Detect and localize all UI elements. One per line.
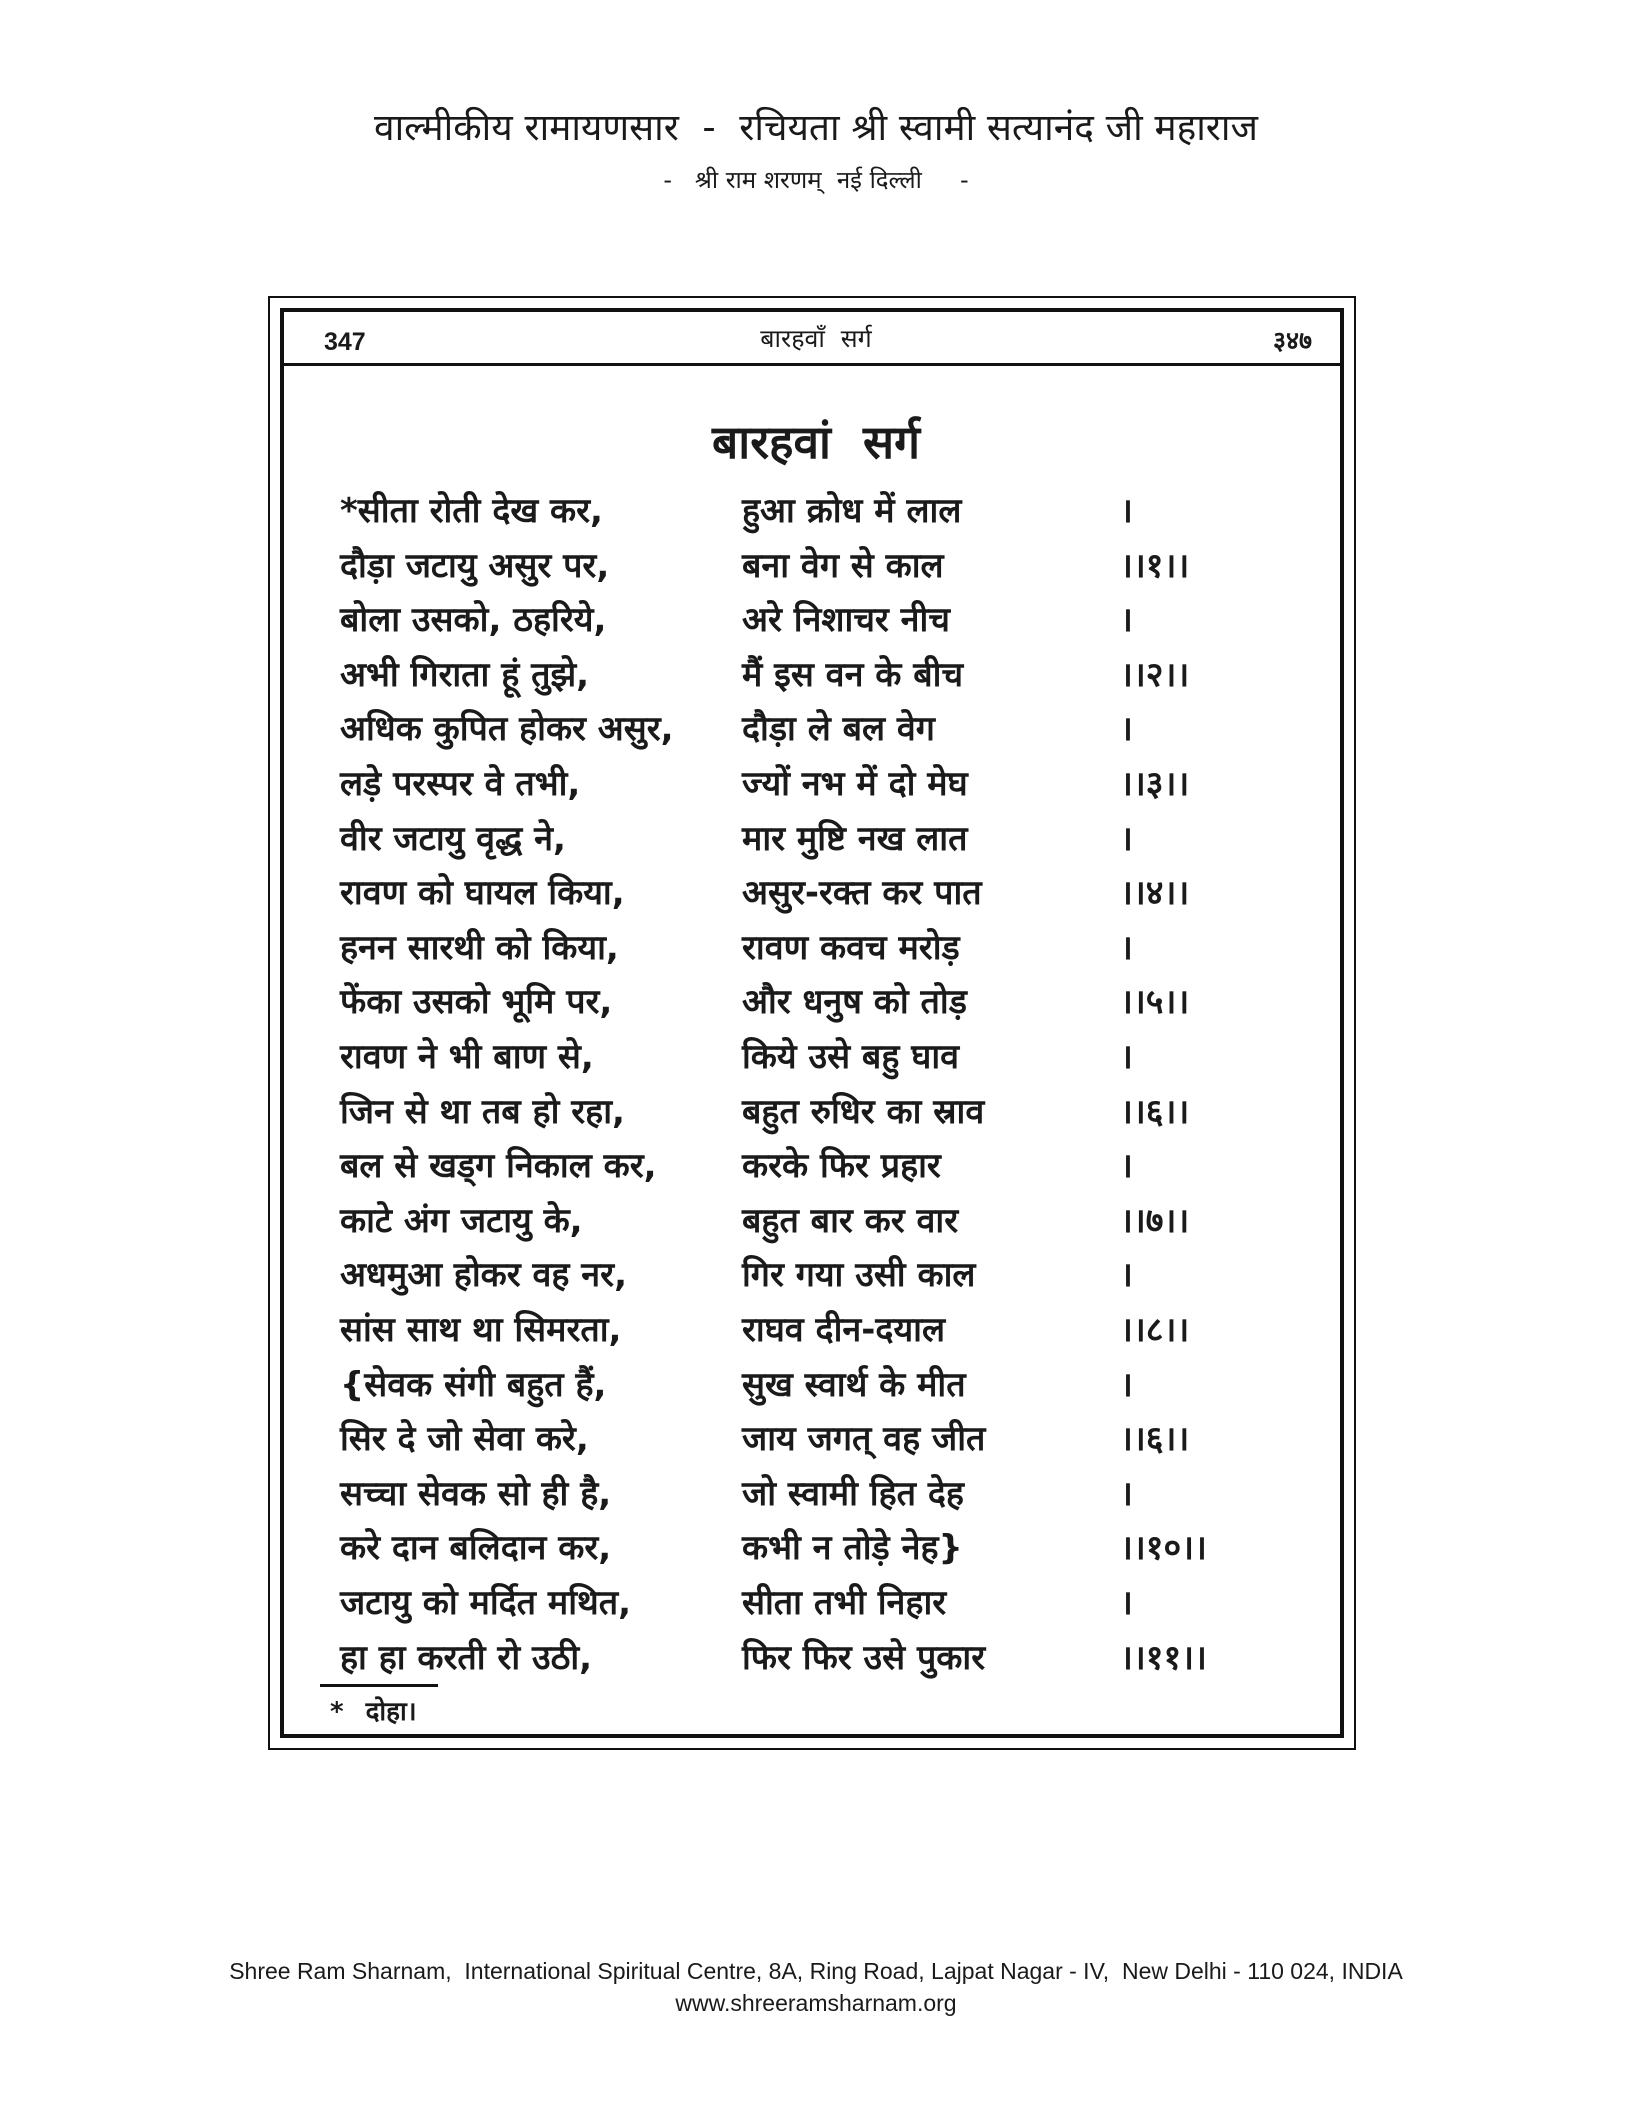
- verse-first-half: बोला उसको, ठहरिये,: [340, 600, 607, 641]
- verse-first-half: हा हा करती रो उठी,: [340, 1637, 593, 1678]
- verse-number: ।।६।।: [1120, 1091, 1190, 1132]
- verse-first-half: अधिक कुपित होकर असुर,: [340, 709, 674, 750]
- verse-first-half: वीर जटायु वृद्ध ने,: [340, 818, 566, 859]
- verse-line: [340, 702, 1300, 756]
- verse-number: ।।७।।: [1120, 1200, 1190, 1241]
- verse-number: ।।६।।: [1120, 1419, 1190, 1460]
- verse-number: ।।२।।: [1120, 654, 1190, 695]
- verse-line: [340, 1139, 1300, 1193]
- footnote-text: दोहा।: [365, 1697, 417, 1727]
- verse-number: ।: [1120, 1583, 1133, 1623]
- verse-first-half: बल से खड्ग निकाल कर,: [340, 1146, 657, 1187]
- verse-line: [340, 812, 1300, 866]
- document-subtitle: - श्री राम शरणम् नई दिल्ली -: [663, 166, 969, 194]
- footnote-rule: [320, 1684, 438, 1687]
- verse-number: ।।१।।: [1120, 545, 1190, 586]
- verse-number: ।: [1120, 1037, 1133, 1077]
- verse-first-half: जिन से था तब हो रहा,: [340, 1091, 625, 1132]
- verse-first-half: रावण को घायल किया,: [340, 873, 625, 914]
- verse-first-half: दौड़ा जटायु असुर पर,: [340, 545, 610, 586]
- verse-line: [340, 593, 1300, 647]
- verse-line: [340, 866, 1300, 920]
- verse-second-half: राघव दीन-दयाल: [742, 1310, 946, 1350]
- verse-line: [340, 484, 1300, 538]
- verse-second-half: कभी न तोड़े नेह}: [742, 1528, 963, 1569]
- verse-line: [340, 1467, 1300, 1521]
- chapter-title: बारहवां सर्ग: [712, 415, 920, 469]
- verse-line: [340, 1030, 1300, 1084]
- verse-second-half: सुख स्वार्थ के मीत: [742, 1364, 966, 1405]
- verse-second-half: करके फिर प्रहार: [742, 1146, 941, 1187]
- document-title: वाल्मीकीय रामायणसार - रचियता श्री स्वामी सत्यानंद जी महाराज: [374, 106, 1258, 149]
- verse-second-half: मैं इस वन के बीच: [742, 654, 964, 695]
- verse-line: [340, 1631, 1300, 1685]
- footer-url[interactable]: www.shreeramsharnam.org: [675, 1990, 957, 2016]
- verse-number: ।: [1120, 709, 1133, 750]
- verse-second-half: दौड़ा ले बल वेग: [742, 709, 935, 750]
- verse-line: [340, 539, 1300, 593]
- verse-second-half: असुर-रक्त कर पात: [742, 873, 982, 914]
- verse-line: [340, 1412, 1300, 1466]
- verse-line: [340, 1248, 1300, 1302]
- verse-second-half: और धनुष को तोड़: [742, 982, 967, 1023]
- verse-first-half: काटे अंग जटायु के,: [340, 1200, 583, 1241]
- verse-line: [340, 757, 1300, 811]
- verse-first-half: अभी गिराता हूं तुझे,: [340, 654, 590, 695]
- verse-line: [340, 1194, 1300, 1248]
- verse-second-half: गिर गया उसी काल: [742, 1255, 976, 1296]
- verse-second-half: मार मुष्टि नख लात: [742, 818, 968, 859]
- verse-first-half: सांस साथ था सिमरता,: [340, 1310, 622, 1350]
- verse-second-half: ज्यों नभ में दो मेघ: [742, 764, 968, 804]
- verse-second-half: अरे निशाचर नीच: [742, 600, 950, 641]
- verse-second-half: बहुत रुधिर का स्राव: [742, 1091, 985, 1132]
- verse-second-half: किये उसे बहु घाव: [742, 1037, 960, 1077]
- verse-second-half: बना वेग से काल: [742, 545, 944, 586]
- verse-number: ।: [1120, 1146, 1133, 1187]
- verse-first-half: लड़े परस्पर वे तभी,: [340, 764, 581, 804]
- verse-number: ।।४।।: [1120, 873, 1190, 914]
- verse-second-half: हुआ क्रोध में लाल: [742, 491, 962, 531]
- verse-first-half: करे दान बलिदान कर,: [340, 1528, 612, 1569]
- verse-number: ।: [1120, 600, 1133, 641]
- verse-number: ।: [1120, 1255, 1133, 1296]
- verse-number: ।।५।।: [1120, 982, 1190, 1023]
- verse-second-half: रावण कवच मरोड़: [742, 927, 960, 968]
- footnote-symbol: *: [330, 1697, 344, 1727]
- header-rule: [284, 363, 1340, 366]
- verse-second-half: सीता तभी निहार: [742, 1583, 947, 1623]
- verse-second-half: फिर फिर उसे पुकार: [742, 1637, 986, 1678]
- verse-second-half: बहुत बार कर वार: [742, 1200, 959, 1241]
- verse-line: [340, 975, 1300, 1029]
- verse-first-half: {सेवक संगी बहुत हैं,: [340, 1364, 607, 1405]
- verse-line: [340, 648, 1300, 702]
- verse-line: [340, 1521, 1300, 1575]
- verse-line: [340, 1085, 1300, 1139]
- verse-number: ।।१०।।: [1120, 1528, 1207, 1569]
- verse-number: ।: [1120, 1473, 1133, 1514]
- running-head: बारहवाँ सर्ग: [760, 324, 872, 353]
- verse-first-half: हनन सारथी को किया,: [340, 927, 619, 968]
- page-number-latin: 347: [324, 328, 366, 356]
- verse-line: [340, 921, 1300, 975]
- verse-first-half: *सीता रोती देख कर,: [340, 491, 603, 531]
- footnote: [330, 1694, 417, 1730]
- verse-first-half: अधमुआ होकर वह नर,: [340, 1255, 628, 1296]
- verse-second-half: जो स्वामी हित देह: [742, 1473, 964, 1514]
- verse-number: ।: [1120, 927, 1133, 968]
- verse-number: ।।११।।: [1120, 1637, 1207, 1678]
- verse-first-half: सिर दे जो सेवा करे,: [340, 1419, 589, 1460]
- verse-number: ।।३।।: [1120, 764, 1190, 804]
- verse-number: ।: [1120, 818, 1133, 859]
- verse-second-half: जाय जगत् वह जीत: [742, 1419, 986, 1460]
- verse-first-half: जटायु को मर्दित मथित,: [340, 1583, 632, 1623]
- verse-number: ।: [1120, 1364, 1133, 1405]
- verse-number: ।।८।।: [1120, 1310, 1190, 1350]
- verse-first-half: सच्चा सेवक सो ही है,: [340, 1473, 612, 1514]
- verse-number: ।: [1120, 491, 1133, 531]
- verse-first-half: फेंका उसको भूमि पर,: [340, 982, 613, 1023]
- verse-line: [340, 1358, 1300, 1412]
- footer-address: Shree Ram Sharnam, International Spiritual Centre, 8A, Ring Road, Lajpat Nagar - IV, New Delhi - 110 024, INDIA: [229, 1958, 1403, 1984]
- verse-line: [340, 1303, 1300, 1357]
- page-number-devanagari: ३४७: [1272, 326, 1312, 355]
- verse-line: [340, 1576, 1300, 1630]
- verse-first-half: रावण ने भी बाण से,: [340, 1037, 594, 1077]
